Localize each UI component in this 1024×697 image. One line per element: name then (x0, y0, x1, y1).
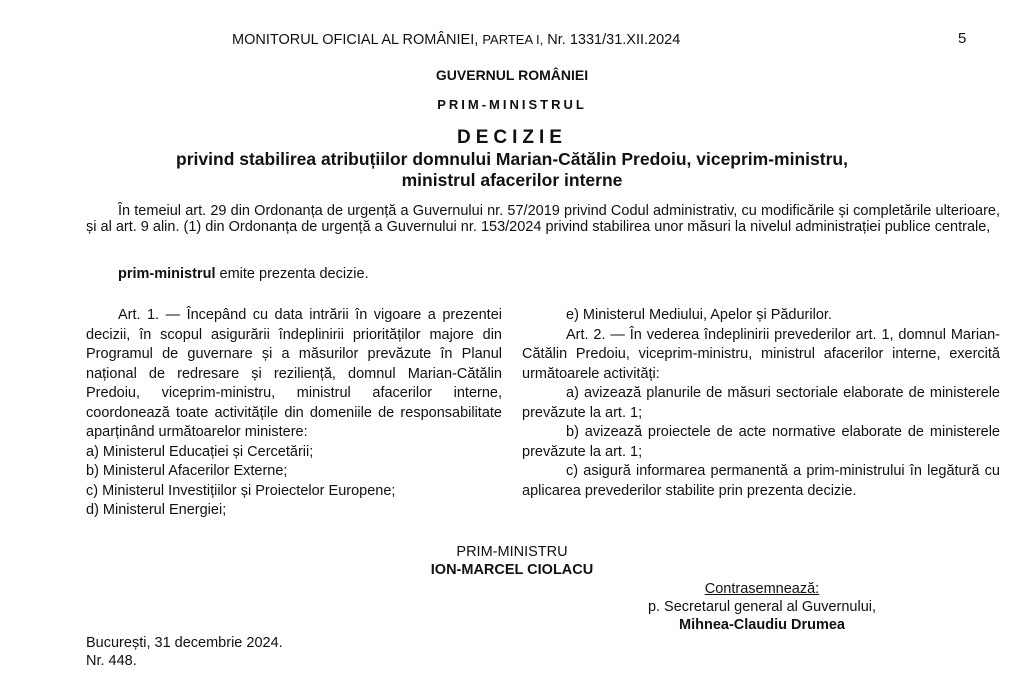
emite-line (118, 266, 369, 282)
place-date: București, 31 decembrie 2024. (86, 635, 283, 651)
publication-main: MONITORUL OFICIAL AL ROMÂNIEI, (232, 32, 479, 48)
list-item: d) Ministerul Energiei; (86, 502, 227, 518)
preamble-text: În temeiul art. 29 din Ordonanța de urgență a Guvernului nr. 57/2019 privind Codul administrativ, cu modificările și completările ulterioare, și al art. 9 alin. (1) din Ordonanța de urgență a Guvernului nr. 153/2024 privind stabilirea unor măsuri la nivelul administrației publice centrale, (86, 203, 1000, 235)
subject-line-1: privind stabilirea atribuțiilor domnului Marian-Cătălin Predoiu, viceprim-ministru, (176, 149, 848, 169)
list-item: a) avizează planurile de măsuri sectoriale elaborate de ministerele prevăzute la art. 1; (522, 385, 1000, 421)
countersign-block (612, 580, 912, 634)
government-title: GUVERNUL ROMÂNIEI (435, 67, 589, 83)
article-1-text: Art. 1. — Începând cu data intrării în vigoare a prezentei decizii, în scopul asigurării îndeplinirii priorităților majore din Programul de guvernare și a măsurilor prevăzute în Planul național de redresare și reziliență, domnul Marian-Cătălin Predoiu, viceprim-ministru, ministrul afacerilor interne, coordonează toate activitățile din domeniile de responsabilitate aparținând următoarelor ministere: (86, 307, 502, 440)
article-2-text: Art. 2. — În vederea îndeplinirii prevederilor art. 1, domnul Marian-Cătălin Predoiu, viceprim-ministru, ministrul afacerilor interne, exercită următoarele activități: (522, 326, 1000, 382)
place-date-block (86, 634, 283, 670)
subject-line-2: ministrul afacerilor interne (401, 170, 623, 190)
list-item: a) Ministerul Educației și Cercetării; (86, 443, 314, 460)
decision-number: Nr. 448. (86, 653, 137, 669)
list-item: e) Ministerul Mediului, Apelor și Pădurilor. (566, 307, 832, 323)
countersign-label: Contrasemnează: (704, 581, 820, 597)
list-item: c) asigură informarea permanentă a prim-ministrului în legătură cu aplicarea prevederilor stabilite prin prezenta decizie. (522, 463, 1000, 499)
signature-name: ION-MARCEL CIOLACU (430, 562, 594, 578)
emite-subject: prim-ministrul (118, 266, 216, 282)
signature-block (0, 543, 1024, 579)
left-column (86, 306, 502, 521)
list-item: c) Ministerul Investițiilor și Proiectelor Europene; (86, 482, 396, 499)
office-title: PRIM-MINISTRUL (437, 97, 587, 112)
publication-issue: Nr. 1331/31.XII.2024 (547, 32, 681, 48)
countersign-name: Mihnea-Claudiu Drumea (679, 617, 845, 633)
page-number: 5 (958, 30, 967, 47)
document-type: DECIZIE (457, 127, 567, 148)
publication-part: PARTEA I, (482, 32, 544, 47)
document-subject (0, 149, 1024, 191)
emite-rest: emite prezenta decizie. (215, 266, 369, 282)
countersign-role: p. Secretarul general al Guvernului, (647, 599, 877, 615)
publication-title (232, 32, 680, 48)
right-column (522, 306, 1000, 501)
preamble (86, 203, 1000, 235)
signature-role: PRIM-MINISTRU (456, 544, 568, 560)
list-item: b) avizează proiectele de acte normative elaborate de ministerele prevăzute la art. 1; (522, 424, 1000, 460)
list-item: b) Ministerul Afacerilor Externe; (86, 463, 288, 479)
